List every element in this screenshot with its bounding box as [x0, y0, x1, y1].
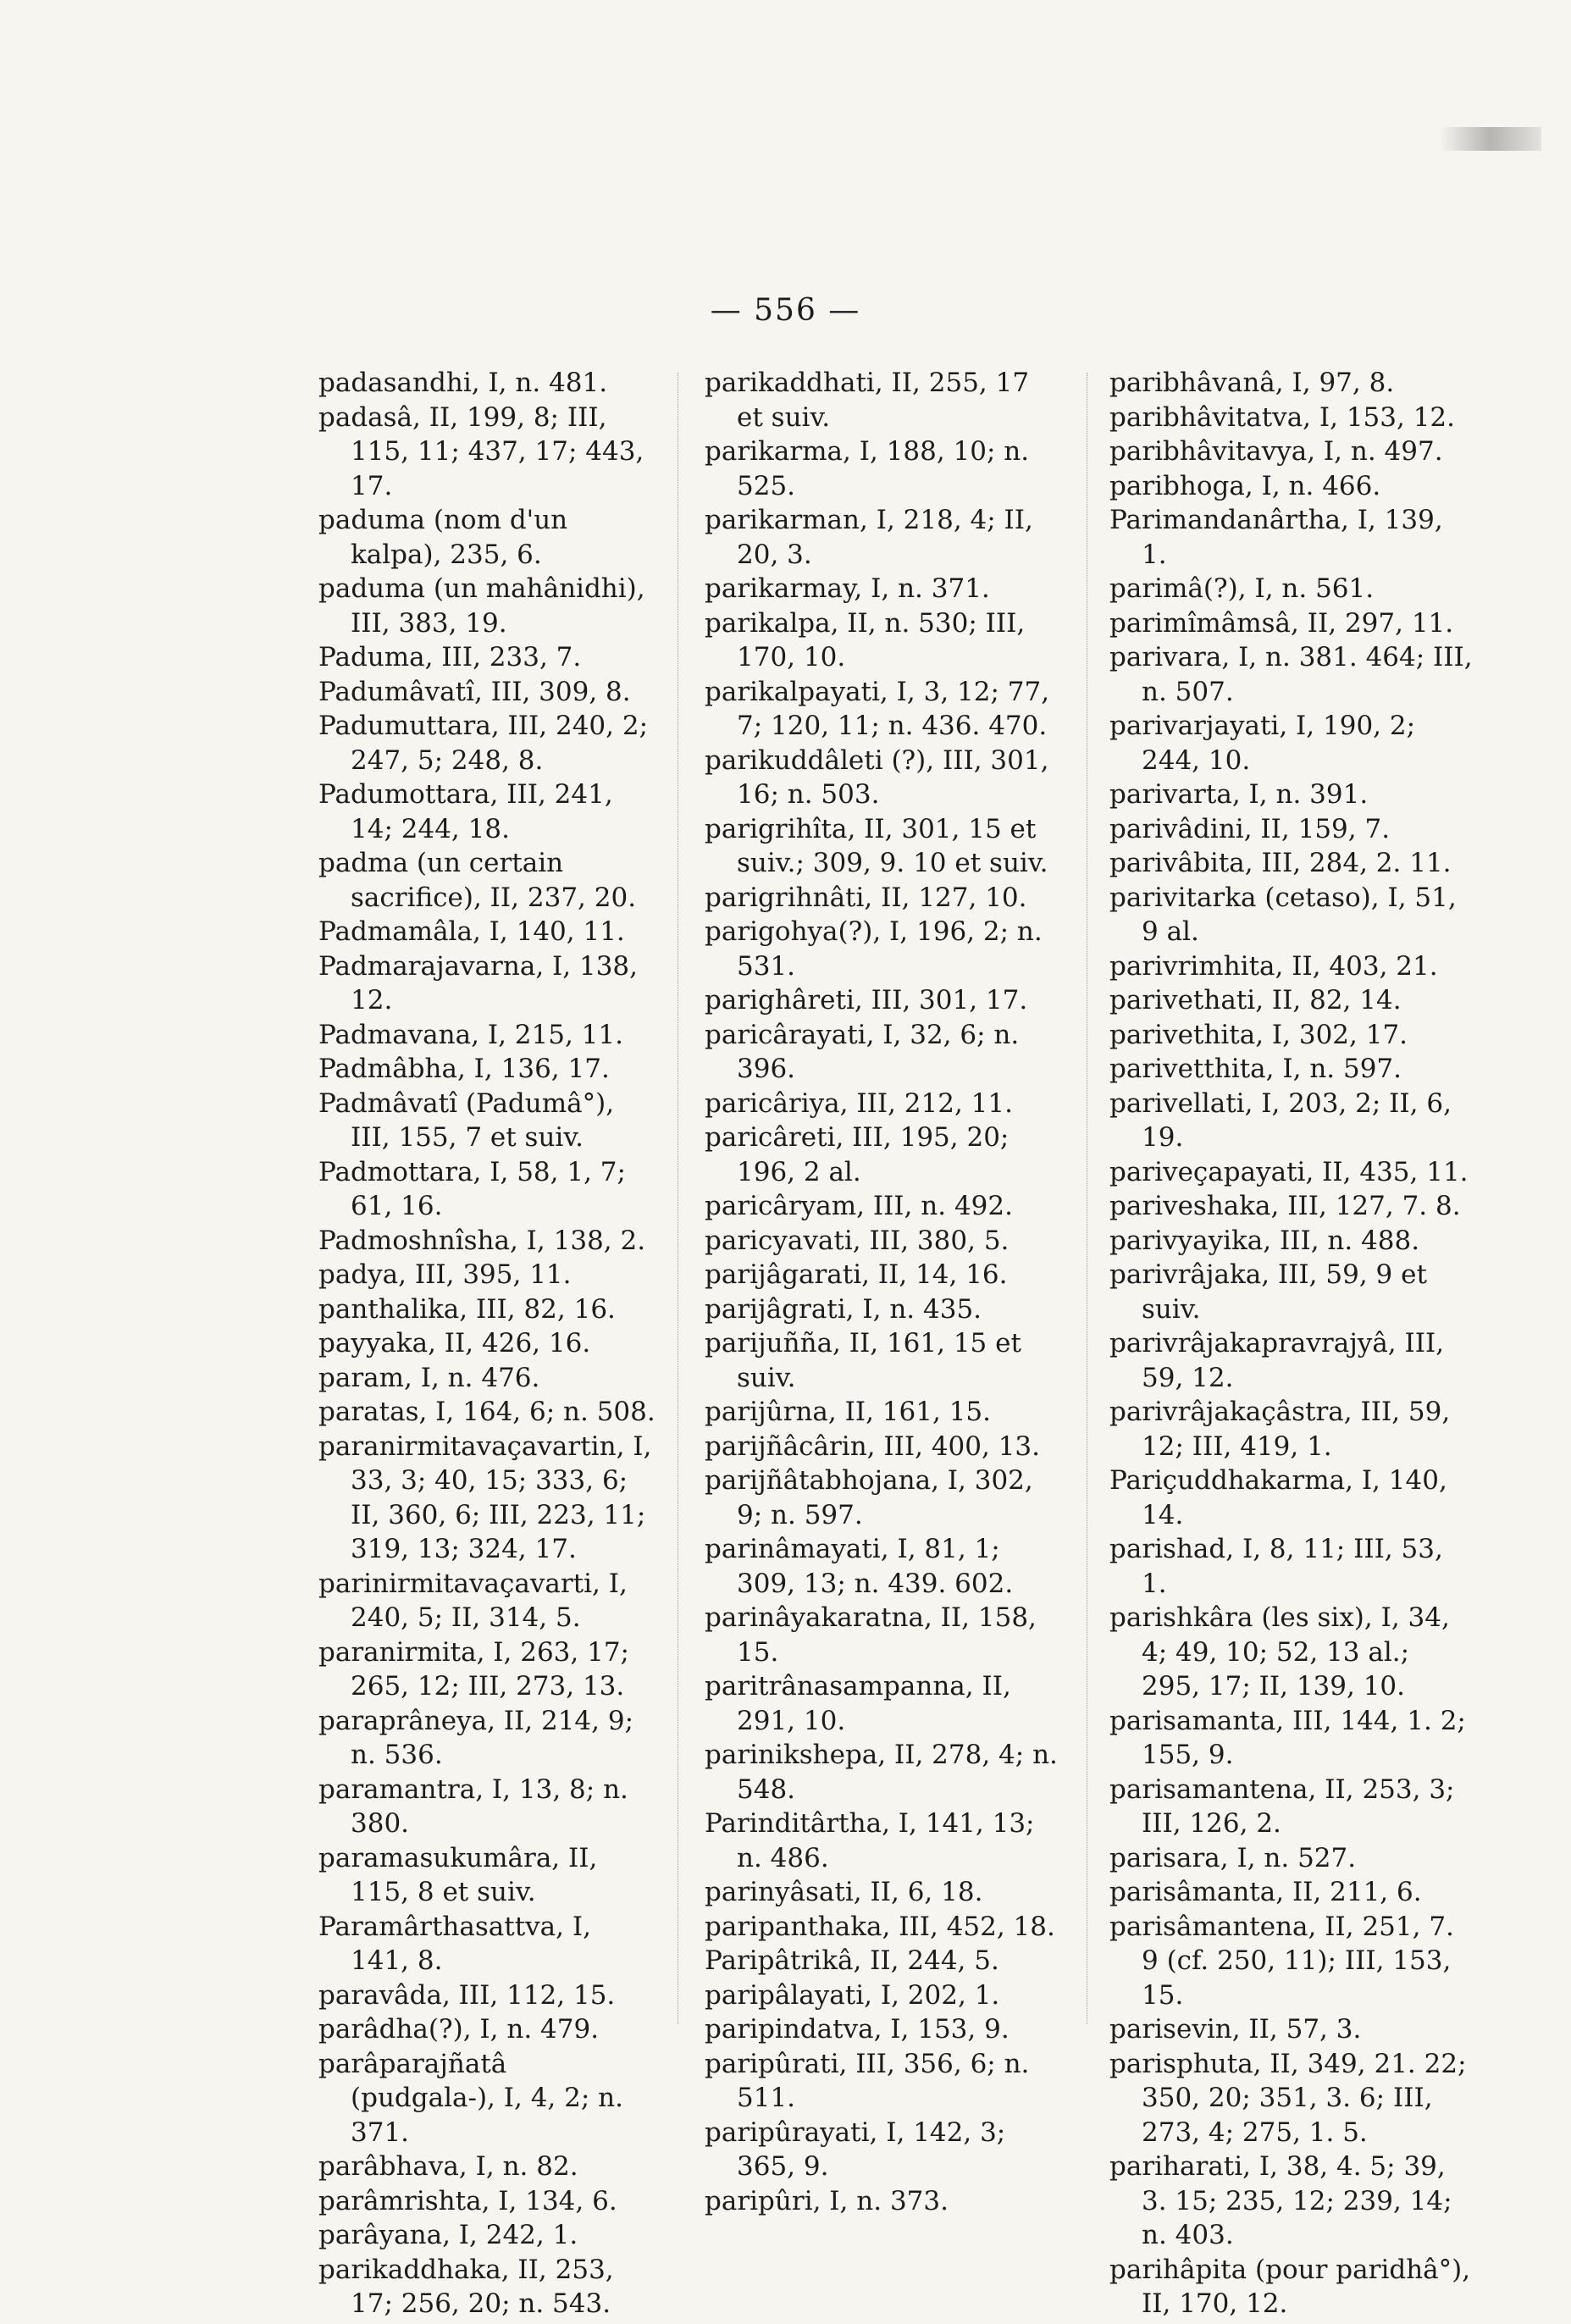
- index-entry: parinikshepa, II, 278, 4; n. 548.: [705, 1740, 1058, 1805]
- index-entry: padasandhi, I, n. 481.: [318, 368, 608, 398]
- index-entry: parikalpa, II, n. 530; III, 170, 10.: [705, 607, 1026, 672]
- index-entry: parisâmantena, II, 251, 7. 9 (cf. 250, 11); III, 153, 15.: [1109, 1911, 1454, 2011]
- index-entry: paricyavati, III, 380, 5.: [705, 1225, 1010, 1256]
- index-entry: parisevin, II, 57, 3.: [1109, 2014, 1362, 2045]
- index-entry: parisâmanta, II, 211, 6.: [1109, 1877, 1422, 1907]
- index-entry: parijûrna, II, 161, 15.: [705, 1397, 991, 1427]
- index-entry: parijâgrati, I, n. 435.: [705, 1293, 982, 1325]
- index-entry: Parinditârtha, I, 141, 13; n. 486.: [705, 1808, 1035, 1873]
- index-entry: parivâdini, II, 159, 7.: [1109, 813, 1391, 844]
- index-entry: payyaka, II, 426, 16.: [318, 1328, 591, 1358]
- index-entry: parâyana, I, 242, 1.: [318, 2220, 578, 2250]
- index-entry: parivellati, I, 203, 2; II, 6, 19.: [1109, 1087, 1452, 1153]
- index-entry: parishkâra (les six), I, 34, 4; 49, 10; 52, 13 al.; 295, 17; II, 139, 10.: [1109, 1602, 1450, 1702]
- index-entry: paripindatva, I, 153, 9.: [705, 2014, 1010, 2045]
- index-entry: parivethita, I, 302, 17.: [1109, 1019, 1408, 1050]
- index-entry: parijâgarati, II, 14, 16.: [705, 1259, 1008, 1290]
- index-entry: pariharati, I, 38, 4. 5; 39, 3. 15; 235, 12; 239, 14; n. 403.: [1109, 2151, 1452, 2250]
- index-entry: parishad, I, 8, 11; III, 53, 1.: [1109, 1534, 1443, 1599]
- index-entry: paricârayati, I, 32, 6; n. 396.: [705, 1019, 1020, 1084]
- index-entry: parikalpayati, I, 3, 12; 77, 7; 120, 11; n. 436. 470.: [705, 676, 1050, 741]
- index-column-2: [705, 366, 1060, 2218]
- index-entry: pariveshaka, III, 127, 7. 8.: [1109, 1191, 1461, 1221]
- index-entry: parijuñña, II, 161, 15 et suiv.: [705, 1328, 1021, 1393]
- index-entry: parivrâjakapravrajyâ, III, 59, 12.: [1109, 1328, 1445, 1393]
- index-entry: paravâda, III, 112, 15.: [318, 1979, 616, 2011]
- index-entry: parisamanta, III, 144, 1. 2; 155, 9.: [1109, 1705, 1466, 1770]
- index-entry: Paripâtrikâ, II, 244, 5.: [705, 1945, 999, 1976]
- index-entry: parijñâcârin, III, 400, 13.: [705, 1430, 1040, 1462]
- index-entry: parikarma, I, 188, 10; n. 525.: [705, 436, 1030, 501]
- index-entry: Paduma, III, 233, 7.: [318, 642, 582, 672]
- index-entry: Padumottara, III, 241, 14; 244, 18.: [318, 779, 613, 844]
- index-entry: parikaddhati, II, 255, 17 et suiv.: [705, 368, 1030, 433]
- index-entry: panthalika, III, 82, 16.: [318, 1293, 616, 1325]
- index-entry: parivâbita, III, 284, 2. 11.: [1109, 848, 1452, 878]
- index-entry: Paramârthasattva, I, 141, 8.: [318, 1911, 591, 1976]
- index-entry: Parimandanârtha, I, 139, 1.: [1109, 505, 1443, 570]
- index-entry: parinirmitavaçavarti, I, 240, 5; II, 314, 5.: [318, 1568, 628, 1633]
- index-entry: parivarjayati, I, 190, 2; 244, 10.: [1109, 711, 1416, 776]
- index-entry: paricâreti, III, 195, 20; 196, 2 al.: [705, 1122, 1010, 1187]
- index-entry: paramasukumâra, II, 115, 8 et suiv.: [318, 1842, 598, 1907]
- index-entry: paricâryam, III, n. 492.: [705, 1191, 1013, 1221]
- index-entry: parimîmâmsâ, II, 297, 11.: [1109, 607, 1454, 639]
- index-entry: parigrihîta, II, 301, 15 et suiv.; 309, 9. 10 et suiv.: [705, 813, 1048, 878]
- page-number: — 556 —: [710, 293, 861, 328]
- index-entry: parâbhava, I, n. 82.: [318, 2151, 578, 2182]
- index-entry: paricâriya, III, 212, 11.: [705, 1087, 1013, 1119]
- index-entry: parâdha(?), I, n. 479.: [318, 2014, 600, 2045]
- index-entry: paripâlayati, I, 202, 1.: [705, 1979, 1000, 2011]
- index-entry: paraprâneya, II, 214, 9; n. 536.: [318, 1705, 634, 1770]
- index-entry: parivarta, I, n. 391.: [1109, 779, 1369, 810]
- index-column-3: [1109, 366, 1474, 2321]
- index-entry: padasâ, II, 199, 8; III, 115, 11; 437, 17; 443, 17.: [318, 401, 644, 501]
- index-entry: padma (un certain sacrifice), II, 237, 20.: [318, 848, 637, 913]
- index-entry: Padmavana, I, 215, 11.: [318, 1019, 623, 1050]
- index-entry: parinâyakaratna, II, 158, 15.: [705, 1602, 1037, 1668]
- index-entry: paripûrati, III, 356, 6; n. 511.: [705, 2048, 1030, 2113]
- index-entry: parisphuta, II, 349, 21. 22; 350, 20; 351, 3. 6; III, 273, 4; 275, 1. 5.: [1109, 2048, 1467, 2148]
- index-entry: Padmamâla, I, 140, 11.: [318, 916, 625, 947]
- index-entry: Pariçuddhakarma, I, 140, 14.: [1109, 1465, 1447, 1530]
- index-entry: Padumuttara, III, 240, 2; 247, 5; 248, 8.: [318, 711, 649, 776]
- index-entry: paribhâvanâ, I, 97, 8.: [1109, 368, 1395, 398]
- index-entry: param, I, n. 476.: [318, 1362, 540, 1393]
- index-entry: parikarmay, I, n. 371.: [705, 573, 990, 604]
- index-entry: Padumâvatî, III, 309, 8.: [318, 676, 631, 707]
- index-entry: parivyayika, III, n. 488.: [1109, 1225, 1420, 1256]
- index-entry: parigohya(?), I, 196, 2; n. 531.: [705, 916, 1043, 982]
- index-entry: paranirmita, I, 263, 17; 265, 12; III, 273, 13.: [318, 1636, 630, 1702]
- index-column-1: [318, 366, 657, 2321]
- index-entry: paribhoga, I, n. 466.: [1109, 470, 1381, 501]
- index-entry: Padmottara, I, 58, 1, 7; 61, 16.: [318, 1156, 626, 1221]
- index-entry: paramantra, I, 13, 8; n. 380.: [318, 1773, 628, 1839]
- index-entry: parivitarka (cetaso), I, 51, 9 al.: [1109, 882, 1457, 947]
- index-entry: parivethati, II, 82, 14.: [1109, 985, 1402, 1015]
- index-entry: paduma (un mahânidhi), III, 383, 19.: [318, 573, 645, 639]
- index-entry: parivara, I, n. 381. 464; III, n. 507.: [1109, 642, 1473, 707]
- index-entry: pariveçapayati, II, 435, 11.: [1109, 1156, 1469, 1187]
- index-entry: paripûri, I, n. 373.: [705, 2185, 949, 2216]
- index-entry: parivetthita, I, n. 597.: [1109, 1054, 1402, 1084]
- index-entry: parinyâsati, II, 6, 18.: [705, 1877, 983, 1907]
- index-entry: parivrimhita, II, 403, 21.: [1109, 950, 1438, 982]
- index-entry: Padmâbha, I, 136, 17.: [318, 1054, 610, 1084]
- index-entry: parikaddhaka, II, 253, 17; 256, 20; n. 543.: [318, 2254, 614, 2319]
- index-entry: paritrânasampanna, II, 291, 10.: [705, 1671, 1011, 1736]
- index-entry: parihâpita (pour paridhâ°), II, 170, 12.: [1109, 2254, 1471, 2319]
- index-entry: paratas, I, 164, 6; n. 508.: [318, 1397, 656, 1427]
- scan-smudge: [1440, 127, 1541, 151]
- index-entry: parâparajñatâ (pudgala-), I, 4, 2; n. 371.: [318, 2048, 623, 2148]
- index-entry: parivrâjaka, III, 59, 9 et suiv.: [1109, 1259, 1427, 1325]
- index-entry: Padmâvatî (Padumâ°), III, 155, 7 et suiv.: [318, 1087, 615, 1153]
- index-entry: parivrâjakaçâstra, III, 59, 12; III, 419, 1.: [1109, 1397, 1451, 1462]
- index-entry: paduma (nom d'un kalpa), 235, 6.: [318, 505, 568, 570]
- index-entry: parimâ(?), I, n. 561.: [1109, 573, 1375, 604]
- index-entry: Padmarajavarna, I, 138, 12.: [318, 950, 639, 1015]
- index-entry: parighâreti, III, 301, 17.: [705, 985, 1028, 1015]
- index-entry: paranirmitavaçavartin, I, 33, 3; 40, 15; 333, 6; II, 360, 6; III, 223, 11; 319, 13; 324, 17.: [318, 1430, 652, 1564]
- index-entry: parikuddâleti (?), III, 301, 16; n. 503.: [705, 744, 1049, 810]
- index-entry: parisara, I, n. 527.: [1109, 1842, 1357, 1873]
- index-entry: Padmoshnîsha, I, 138, 2.: [318, 1225, 646, 1256]
- index-entry: paribhâvitavya, I, n. 497.: [1109, 436, 1443, 467]
- index-entry: parisamantena, II, 253, 3; III, 126, 2.: [1109, 1773, 1455, 1839]
- index-entry: parâmrishta, I, 134, 6.: [318, 2185, 617, 2216]
- index-entry: parijñâtabhojana, I, 302, 9; n. 597.: [705, 1465, 1033, 1530]
- index-entry: parigrihnâti, II, 127, 10.: [705, 882, 1027, 913]
- index-entry: parikarman, I, 218, 4; II, 20, 3.: [705, 505, 1033, 570]
- index-entry: paripûrayati, I, 142, 3; 365, 9.: [705, 2116, 1006, 2182]
- index-entry: parinâmayati, I, 81, 1; 309, 13; n. 439. 602.: [705, 1534, 1014, 1599]
- index-entry: paribhâvitatva, I, 153, 12.: [1109, 401, 1456, 433]
- index-entry: padya, III, 395, 11.: [318, 1259, 572, 1290]
- index-entry: paripanthaka, III, 452, 18.: [705, 1911, 1055, 1942]
